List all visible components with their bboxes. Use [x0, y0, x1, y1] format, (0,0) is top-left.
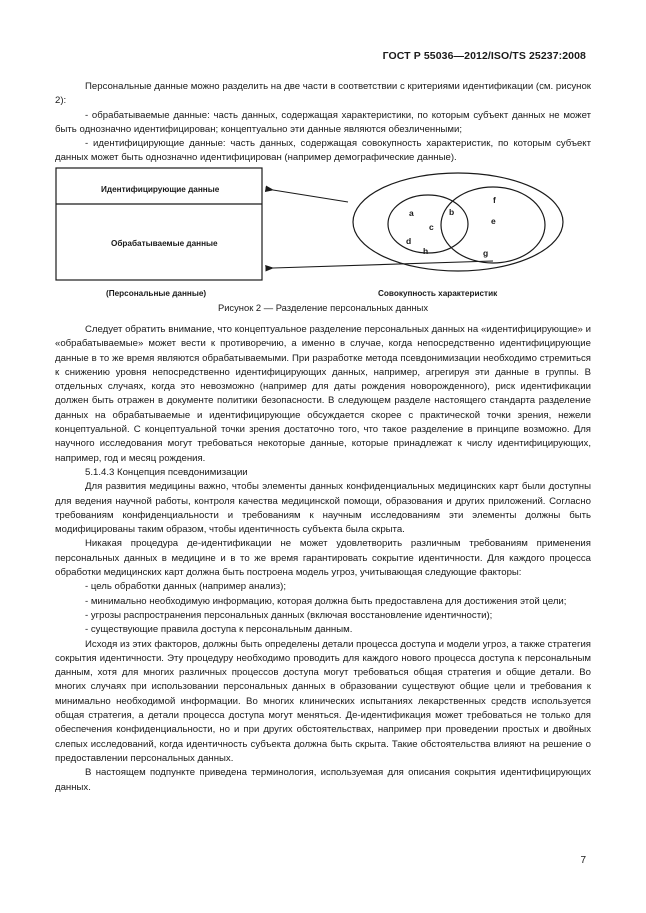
letter-g: g [483, 248, 489, 258]
body-text [55, 323, 591, 795]
right-caption: Совокупность характеристик [378, 289, 498, 298]
arrow-identifying [273, 190, 348, 202]
arrow-processed [273, 261, 493, 268]
paragraph-2: Для развития медицины важно, чтобы элементы данных конфиденциальных медицинских карт были доступны для ведения научной работы, контроля качества медицинской помощи, образования и других приложений. Согласно требованиям конфиденциальности и требованиям к научным исследованиям эти элементы должны быть модифицированы таким образом, чтобы идентичность субъекта была скрыта. [55, 481, 591, 536]
letter-e: e [491, 216, 496, 226]
box-bottom-label: Обрабатываемые данные [111, 239, 218, 248]
intro-paragraph: Персональные данные можно разделить на две части в соответствии с критериями идентификации (см. рисунок 2): [55, 81, 591, 107]
letter-d: d [406, 236, 412, 246]
paragraph-3: Никакая процедура де-идентификации не может удовлетворить различным требованиям применения персональных данных в медицине и в то же время гарантировать сокрытие идентичности. Для каждого процесса обработки медицинских карт должна быть построена модель угроз, учитывающая следующие факторы: [55, 538, 591, 579]
intro-item-processed: - обрабатываемые данные: часть данных, содержащая характеристики, по которым субъект данных не может быть однозначно идентифицирован; концептуально эти данные являются обезличенными; [55, 109, 591, 135]
factor-item: - угрозы распространения персональных данных (включая восстановление идентичности); [85, 609, 493, 621]
section-heading: 5.1.4.3 Концепция псевдонимизации [85, 466, 248, 478]
letter-c: c [429, 222, 434, 232]
paragraph-1: Следует обратить внимание, что концептуальное разделение персональных данных на «идентифицирующие» и «обрабатываемые» может вести к противоречию, а именно в случае, когда непосредственно идентифицирующие данные в то же время являются обрабатываемыми. При разработке метода псевдонимизации необходимо стремиться к снижению уровня непосредственно идентифицирующих данных, например, агрегируя эти данные в группы. В отдельных случаях, когда это невозможно (например для даты рождения новорожденного), риск идентификации должен быть отражен в документе политики безопасности. В следующем разделе настоящего стандарта разделение данных на обрабатываемые и идентифицирующие обсуждается скорее с практической точки зрения, нежели концептуальной. С концептуальной точки зрения достаточно того, что такое разделение в принципе возможно. Для научного исследования могут требоваться некоторые данные, которые принадлежат к числу идентифицирующих, например, год и месяц рождения. [55, 324, 591, 464]
factor-item: - минимально необходимую информацию, которая должна быть предоставлена для достижения этой цели; [85, 595, 567, 607]
characteristics-ellipse [353, 173, 563, 271]
intro-item-identifying: - идентифицирующие данные: часть данных, содержащая совокупность характеристик, по которым субъект данных может быть однозначно идентифицирован (например демографические данные). [55, 138, 591, 164]
factor-item: - существующие правила доступа к персональным данным. [85, 624, 353, 636]
letter-a: a [409, 208, 414, 218]
document-header: ГОСТ Р 55036—2012/ISO/TS 25237:2008 [382, 50, 586, 62]
inner-ellipse-left [388, 195, 468, 253]
paragraph-5: В настоящем подпункте приведена терминология, используемая для описания сокрытия идентифицирующих данных. [55, 767, 591, 793]
paragraph-4: Исходя из этих факторов, должны быть определены детали процесса доступа и модели угроз, а также стратегия сокрытия идентичности. Эту процедуру необходимо проводить для каждого нового процесса доступа к персональным данным, хотя для многих различных процессов доступа могут требоваться общая стратегия и общие детали. Во многих случаях при использовании персональных данных в образовании существуют общие цели и требования к минимально необходимой информации. Во многих клинических испытаниях лекарственных средств используется общая стратегия, а детали процесса доступа могут меняться. Де-идентификация может требоваться не только для обеспечения конфиденциальности, но и при других обстоятельствах, например при проведении простых и двойных слепых исследований, когда идентичность субъекта должна быть скрыта. Такие обстоятельства влияют на решение о предоставлении персональных данных. [55, 638, 591, 764]
letter-f: f [493, 195, 496, 205]
figure-caption: Рисунок 2 — Разделение персональных данных [217, 302, 429, 313]
figure-2 [55, 166, 591, 314]
intro-block [55, 80, 591, 166]
page-number: 7 [580, 855, 586, 866]
box-top-label: Идентифицирующие данные [101, 185, 220, 194]
letter-h: h [423, 246, 429, 256]
left-caption: (Персональные данные) [106, 289, 207, 298]
factor-item: - цель обработки данных (например анализ); [85, 581, 286, 593]
letter-b: b [449, 207, 455, 217]
